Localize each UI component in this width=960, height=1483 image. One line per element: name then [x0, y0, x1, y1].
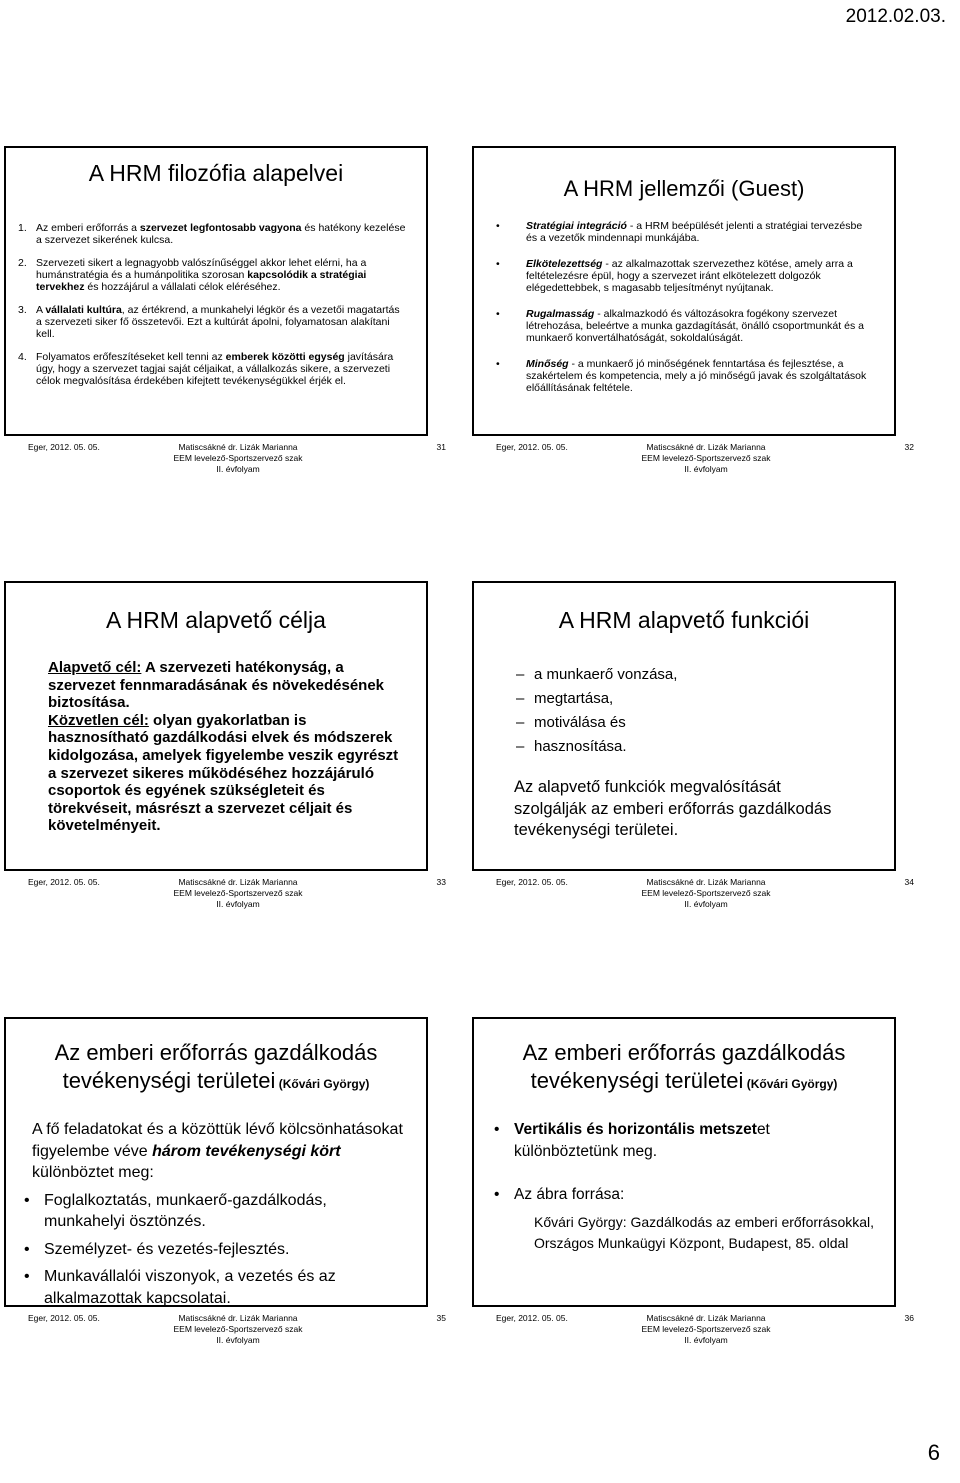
slide-34	[472, 581, 896, 871]
bullet-icon: •	[496, 258, 500, 270]
slide-title: Az emberi erőforrás gazdálkodás tevékenységi területei (Kővári György)	[522, 1040, 846, 1093]
direct-goal: Közvetlen cél: olyan gyakorlatban is hasznosítható gazdálkodási elvek és módszerek kidolgozása, amelyek figyelembe veszik egyrészt a szervezet sikeres működéséhez hozzájáruló csoportok és egyének szükségleteit és törekvéseit, másrészt a szervezet céljait és követelményeit.	[48, 711, 399, 835]
functions-list	[516, 663, 677, 759]
slide-title: A HRM alapvető célja	[106, 607, 326, 633]
list-item: – megtartása,	[516, 690, 614, 707]
slide-footer: Eger, 2012. 05. 05. Matiscsákné dr. Lizák Marianna EEM levelező-Sportszervező szak II. évfolyam 31	[28, 442, 446, 474]
functions-paragraph: Az alapvető funkciók megvalósítását szolgálják az emberi erőforrás gazdálkodás tevékenységi területei.	[514, 778, 832, 839]
list-item: 2. Szervezeti sikert a legnagyobb valószínűséggel akkor lehet elérni, ha a humánstratégia és a humánpolitika szorosan kapcsolódik a stratégiai tervekhez és hozzájárul a vállalati célok eléréséhez.	[18, 257, 367, 293]
slide-title: A HRM jellemzői (Guest)	[563, 176, 805, 201]
bullet-icon: •	[24, 1240, 30, 1258]
list-item: – a munkaerő vonzása,	[516, 666, 678, 683]
slide-body	[24, 1119, 408, 1315]
list-item: • Rugalmasság - alkalmazkodó és változásokra fogékony szervezet létrehozása, beleértve a munka gazdagítását, önálló csoportmunkát és a munkaerő konvertálhatóságát, sokoldalúságát.	[496, 308, 864, 344]
slide-title: A HRM alapvető funkciói	[558, 607, 810, 633]
slide-footer: Eger, 2012. 05. 05. Matiscsákné dr. Lizák Marianna EEM levelező-Sportszervező szak II. évfolyam 32	[496, 442, 914, 474]
list-item: • Stratégiai integráció - a HRM beépülését jelenti a stratégiai tervezésbe és a vezetők mindennapi munkájába.	[496, 220, 863, 244]
slide-35	[4, 1017, 428, 1307]
slide-32	[472, 146, 896, 436]
basic-goal: Alapvető cél: A szervezeti hatékonyság, a szervezet fennmaradásának és növekedésének biztosítása.	[48, 659, 385, 712]
slide-footer: Eger, 2012. 05. 05. Matiscsákné dr. Lizák Marianna EEM levelező-Sportszervező szak II. évfolyam 33	[28, 877, 446, 909]
bullet-icon: •	[494, 1121, 500, 1138]
principles-list	[18, 222, 408, 398]
list-item: – motiválása és	[516, 714, 626, 731]
slide-body	[494, 1119, 876, 1255]
intro-text: A fő feladatokat és a közöttük lévő kölcsönhatásokat figyelembe véve három tevékenységi kört különböztet meg:	[32, 1121, 403, 1181]
source-reference: Kővári György: Gazdálkodás az emberi erőforrásokkal, Országos Munkaügyi Központ, Budapest, 85. oldal	[534, 1213, 875, 1251]
list-item: • Vertikális és horizontális metszetet különböztetünk meg.	[494, 1119, 876, 1162]
list-item: 3. A vállalati kultúra, az értékrend, a munkahelyi légkör és a vezetői magatartás a szervezeti siker fő összetevői. Ezt a kultúrát ápolni, folyamatosan alakítani kell.	[18, 304, 400, 340]
slide-footer: Eger, 2012. 05. 05. Matiscsákné dr. Lizák Marianna EEM levelező-Sportszervező szak II. évfolyam 36	[496, 1313, 914, 1345]
list-item: • Munkavállalói viszonyok, a vezetés és az alkalmazottak kapcsolatai.	[24, 1266, 408, 1309]
list-item: • Az ábra forrása:	[494, 1184, 876, 1206]
bullet-icon: •	[496, 308, 500, 320]
slide-footer: Eger, 2012. 05. 05. Matiscsákné dr. Lizák Marianna EEM levelező-Sportszervező szak II. évfolyam 35	[28, 1313, 446, 1345]
list-item: 4. Folyamatos erőfeszítéseket kell tenni az emberek közötti egység javítására úgy, hogy a szervezet tagjai saját céljaikat, a vállalkozás sikere, a szervezeti célok megvalósítása érdekében kifejtett tevékenységükkel érjék el.	[18, 351, 394, 387]
bullet-icon: •	[24, 1268, 30, 1285]
slide-36	[472, 1017, 896, 1307]
bullet-icon: •	[24, 1191, 30, 1209]
slide-33	[4, 581, 428, 871]
list-item: – hasznosítása.	[516, 738, 627, 755]
slide-body	[48, 659, 406, 835]
page-number: 6	[927, 1440, 940, 1465]
list-item: • Elkötelezettség - az alkalmazottak szervezethez kötése, amely arra a feltételezésre épül, hogy a szervezet iránt elkötelezett dolgozók elégedettebbek, s magasabb teljesítményt nyújtanak.	[496, 258, 853, 294]
slide-footer: Eger, 2012. 05. 05. Matiscsákné dr. Lizák Marianna EEM levelező-Sportszervező szak II. évfolyam 34	[496, 877, 914, 909]
page-date: 2012.02.03.	[845, 6, 946, 27]
list-item: 1. Az emberi erőforrás a szervezet legfontosabb vagyona és hatékony kezelése a szervezet sikerének kulcsa.	[18, 222, 406, 246]
characteristics-list	[496, 220, 874, 408]
bullet-icon: •	[496, 220, 500, 232]
list-item: • Foglalkoztatás, munkaerő-gazdálkodás, munkahelyi ösztönzés.	[24, 1190, 408, 1233]
bullet-icon: •	[494, 1186, 500, 1203]
slide-title: A HRM filozófia alapelvei	[88, 160, 344, 186]
slide-31	[4, 146, 428, 436]
slide-title: Az emberi erőforrás gazdálkodás tevékenységi területei (Kővári György)	[54, 1040, 378, 1093]
bullet-icon: •	[496, 358, 500, 370]
list-item: • Minőség - a munkaerő jó minőségének fenntartása és fejlesztése, a szakértelem és kompetencia, mely a jó minőségű javak és szolgáltatások előállításának feltétele.	[496, 358, 867, 394]
list-item: • Személyzet- és vezetés-fejlesztés.	[24, 1239, 408, 1261]
